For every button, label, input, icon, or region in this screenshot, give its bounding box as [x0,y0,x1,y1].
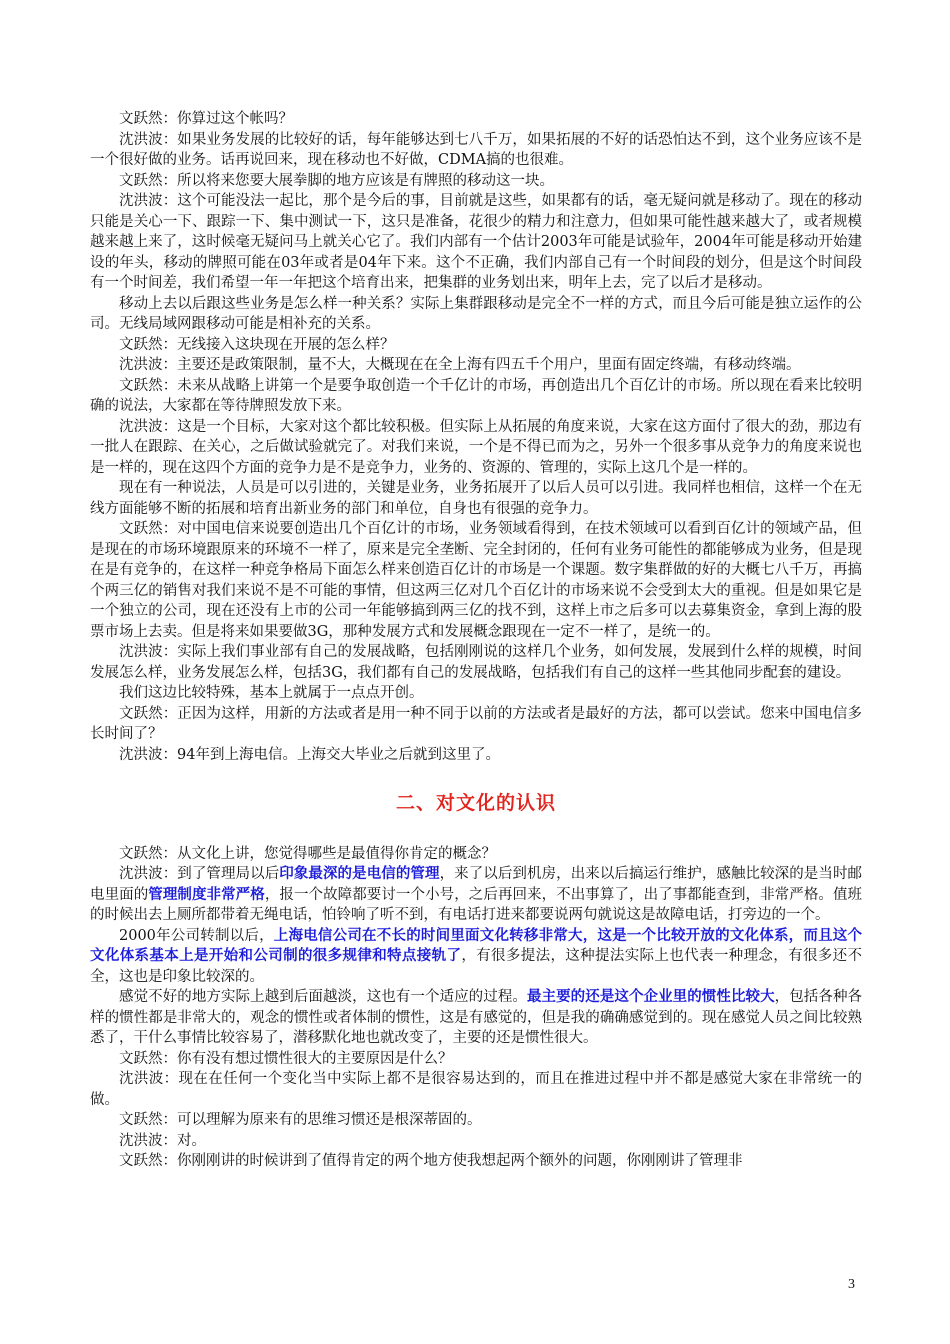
paragraph: 沈洪波：现在在任何一个变化当中实际上都不是很容易达到的，而且在推进过程中并不都是感觉大家在非常统一的做。 [90,1071,862,1108]
paragraph: 沈洪波：这个可能没法一起比，那个是今后的事，目前就是这些，如果都有的话，毫无疑问就是移动了。现在的移动只能是关心一下、跟踪一下、集中测试一下，这只是准备，花很少的精力和注意力，但如果可能性越来越大了，或者规模越来越上来了，这时候毫无疑问马上就关心它了。我们内部有一个估计2003年可能是试验年，2004年可能是移动开始建设的年头，移动的牌照可能在03年或者是04年下来。这个不正确，我们内部自己有一个时间段的划分，但是这个时间段有一个时间差，我们希望一年一年把这个培育出来，把集群的业务划出来，明年上去，完了以后才是移动。 [90,193,862,291]
paragraph: 文跃然：未来从战略上讲第一个是要争取创造一个千亿计的市场，再创造出几个百亿计的市场。所以现在看来比较明确的说法，大家都在等待牌照发放下来。 [90,377,862,414]
text-run: ，报一个故障都要讨一个小号，之后再回来，不出事算了，出了事都能查到，非常严格。值班的时候出去上厕所都带着无绳电话，怕铃响了听不到，有电话打进来都要说两句就说这是故障电话，打旁边的一个。 [90,886,863,923]
document-body [90,109,862,1172]
highlight-text: 管理制度非常严格 [148,885,265,903]
paragraph [90,864,862,926]
paragraph: 移动上去以后跟这些业务是怎么样一种关系？实际上集群跟移动是完全不一样的方式，而且今后可能是独立运作的公司。无线局域网跟移动可能是相补充的关系。 [90,295,862,332]
paragraph: 沈洪波：主要还是政策限制，量不大，大概现在在全上海有四五千个用户，里面有固定终端，有移动终端。 [119,357,801,373]
section-heading: 二、对文化的认识 [395,792,556,814]
paragraph: 现在有一种说法，人员是可以引进的，关键是业务，业务拓展开了以后人员可以引进。我同样也相信，这样一个在无线方面能够不断的拓展和培育出新业务的部门和单位，自身也有很强的竞争力。 [90,480,862,517]
text-run: 2000年公司转制以后， [119,927,274,944]
paragraph: 沈洪波：这是一个目标，大家对这个都比较积极。但实际上从拓展的角度来说，大家在这方面付了很大的劲，那边有一批人在跟踪、在关心，之后做试验就完了。对我们来说，一个是不得已而为之，另外一个很多事从竞争力的角度来说也是一样的，现在这四个方面的竞争力是不是竞争力，业务的、资源的、管理的，实际上这几个是一样的。 [90,418,862,476]
highlight-text: 最主要的还是这个企业里的惯性比较大 [526,988,775,1005]
paragraph [90,987,862,1049]
highlight-text: 印象最深的是电信的管理 [279,865,440,882]
text-run: 感觉不好的地方实际上越到后面越淡，这也有一个适应的过程。 [119,989,527,1005]
paragraph: 文跃然：对中国电信来说要创造出几个百亿计的市场，业务领域看得到，在技术领域可以看到百亿计的领域产品，但是现在的市场环境跟原来的环境不一样了，原来是完全垄断、完全封闭的，任何有业务可能性的都能够成为业务，但是现在是有竞争的，在这样一种竞争格局下面怎么样来创造百亿计的市场是一个课题。数字集群做的好的大概七八千万，再搞个两三亿的销售对我们来说不是不可能的事情，但这两三亿对几个百亿计的市场来说不会受到太大的重视。但是如果它是一个独立的公司，现在还没有上市的公司一年能够搞到两三亿的找不到，这样上市之后多可以去募集资金，拿到上海的股票市场上去卖。但是将来如果要做3G，那种发展方式和发展概念跟现在一定不一样了，是统一的。 [90,521,862,640]
text-run: 沈洪波：到了管理局以后 [119,866,280,882]
page-number: 3 [848,1277,855,1292]
paragraph: 文跃然：无线接入这块现在开展的怎么样？ [119,336,395,353]
paragraph: 文跃然：你算过这个帐吗？ [119,111,293,127]
paragraph: 文跃然：正因为这样，用新的方法或者是用一种不同于以前的方法或者是最好的方法，都可以尝试。您来中国电信多长时间了？ [90,705,862,742]
paragraph: 文跃然：从文化上讲，您觉得哪些是最值得你肯定的概念？ [119,845,496,862]
paragraph: 文跃然：所以将来您要大展拳脚的地方应该是有牌照的移动这一块。 [119,172,554,189]
text-run: ，包括各种各样的惯性都是非常大的，观念的惯性或者体制的惯性，这是有感觉的，但是我的确确感觉到的。现在感觉人员之间比较熟悉了，干什么事情比较容易了，潜移默化地也就改变了，主要的还是惯性很大。 [90,989,863,1046]
paragraph [90,926,862,988]
text-run: ，来了以后到机房，出来以后搞运行维护，感触比较深的是当时邮电里面的 [90,866,863,903]
paragraph: 文跃然：你有没有想过惯性很大的主要原因是什么？ [119,1050,453,1067]
paragraph: 文跃然：你刚刚讲的时候讲到了值得肯定的两个地方使我想起两个额外的问题，你刚刚讲了管理非 [119,1153,743,1169]
paragraph: 文跃然：可以理解为原来有的思维习惯还是根深蒂固的。 [119,1112,482,1128]
paragraph: 沈洪波：对。 [119,1132,206,1149]
text-run: ，有很多提法，这种提法实际上也代表一种理念，有很多还不全，这也是印象比较深的。 [90,948,863,985]
paragraph: 沈洪波：94年到上海电信。上海交大毕业之后就到这里了。 [119,746,500,763]
paragraph: 我们这边比较特殊，基本上就属于一点点开创。 [119,685,424,701]
paragraph: 沈洪波：实际上我们事业部有自己的发展战略，包括刚刚说的这样几个业务，如何发展，发展到什么样的规模，时间发展怎么样，业务发展怎么样，包括3G，我们都有自己的发展战略，包括我们有自己的这样一些其他同步配套的建设。 [90,644,862,681]
highlight-text: 上海电信公司在不长的时间里面文化转移非常大，这是一个比较开放的文化体系，而且这个文化体系基本上是开始和公司制的很多规律和特点接轨了 [90,926,862,964]
paragraph: 沈洪波：如果业务发展的比较好的话，每年能够达到七八千万，如果拓展的不好的话恐怕达不到，这个业务应该不是一个很好做的业务。话再说回来，现在移动也不好做，CDMA搞的也很难。 [90,131,862,168]
